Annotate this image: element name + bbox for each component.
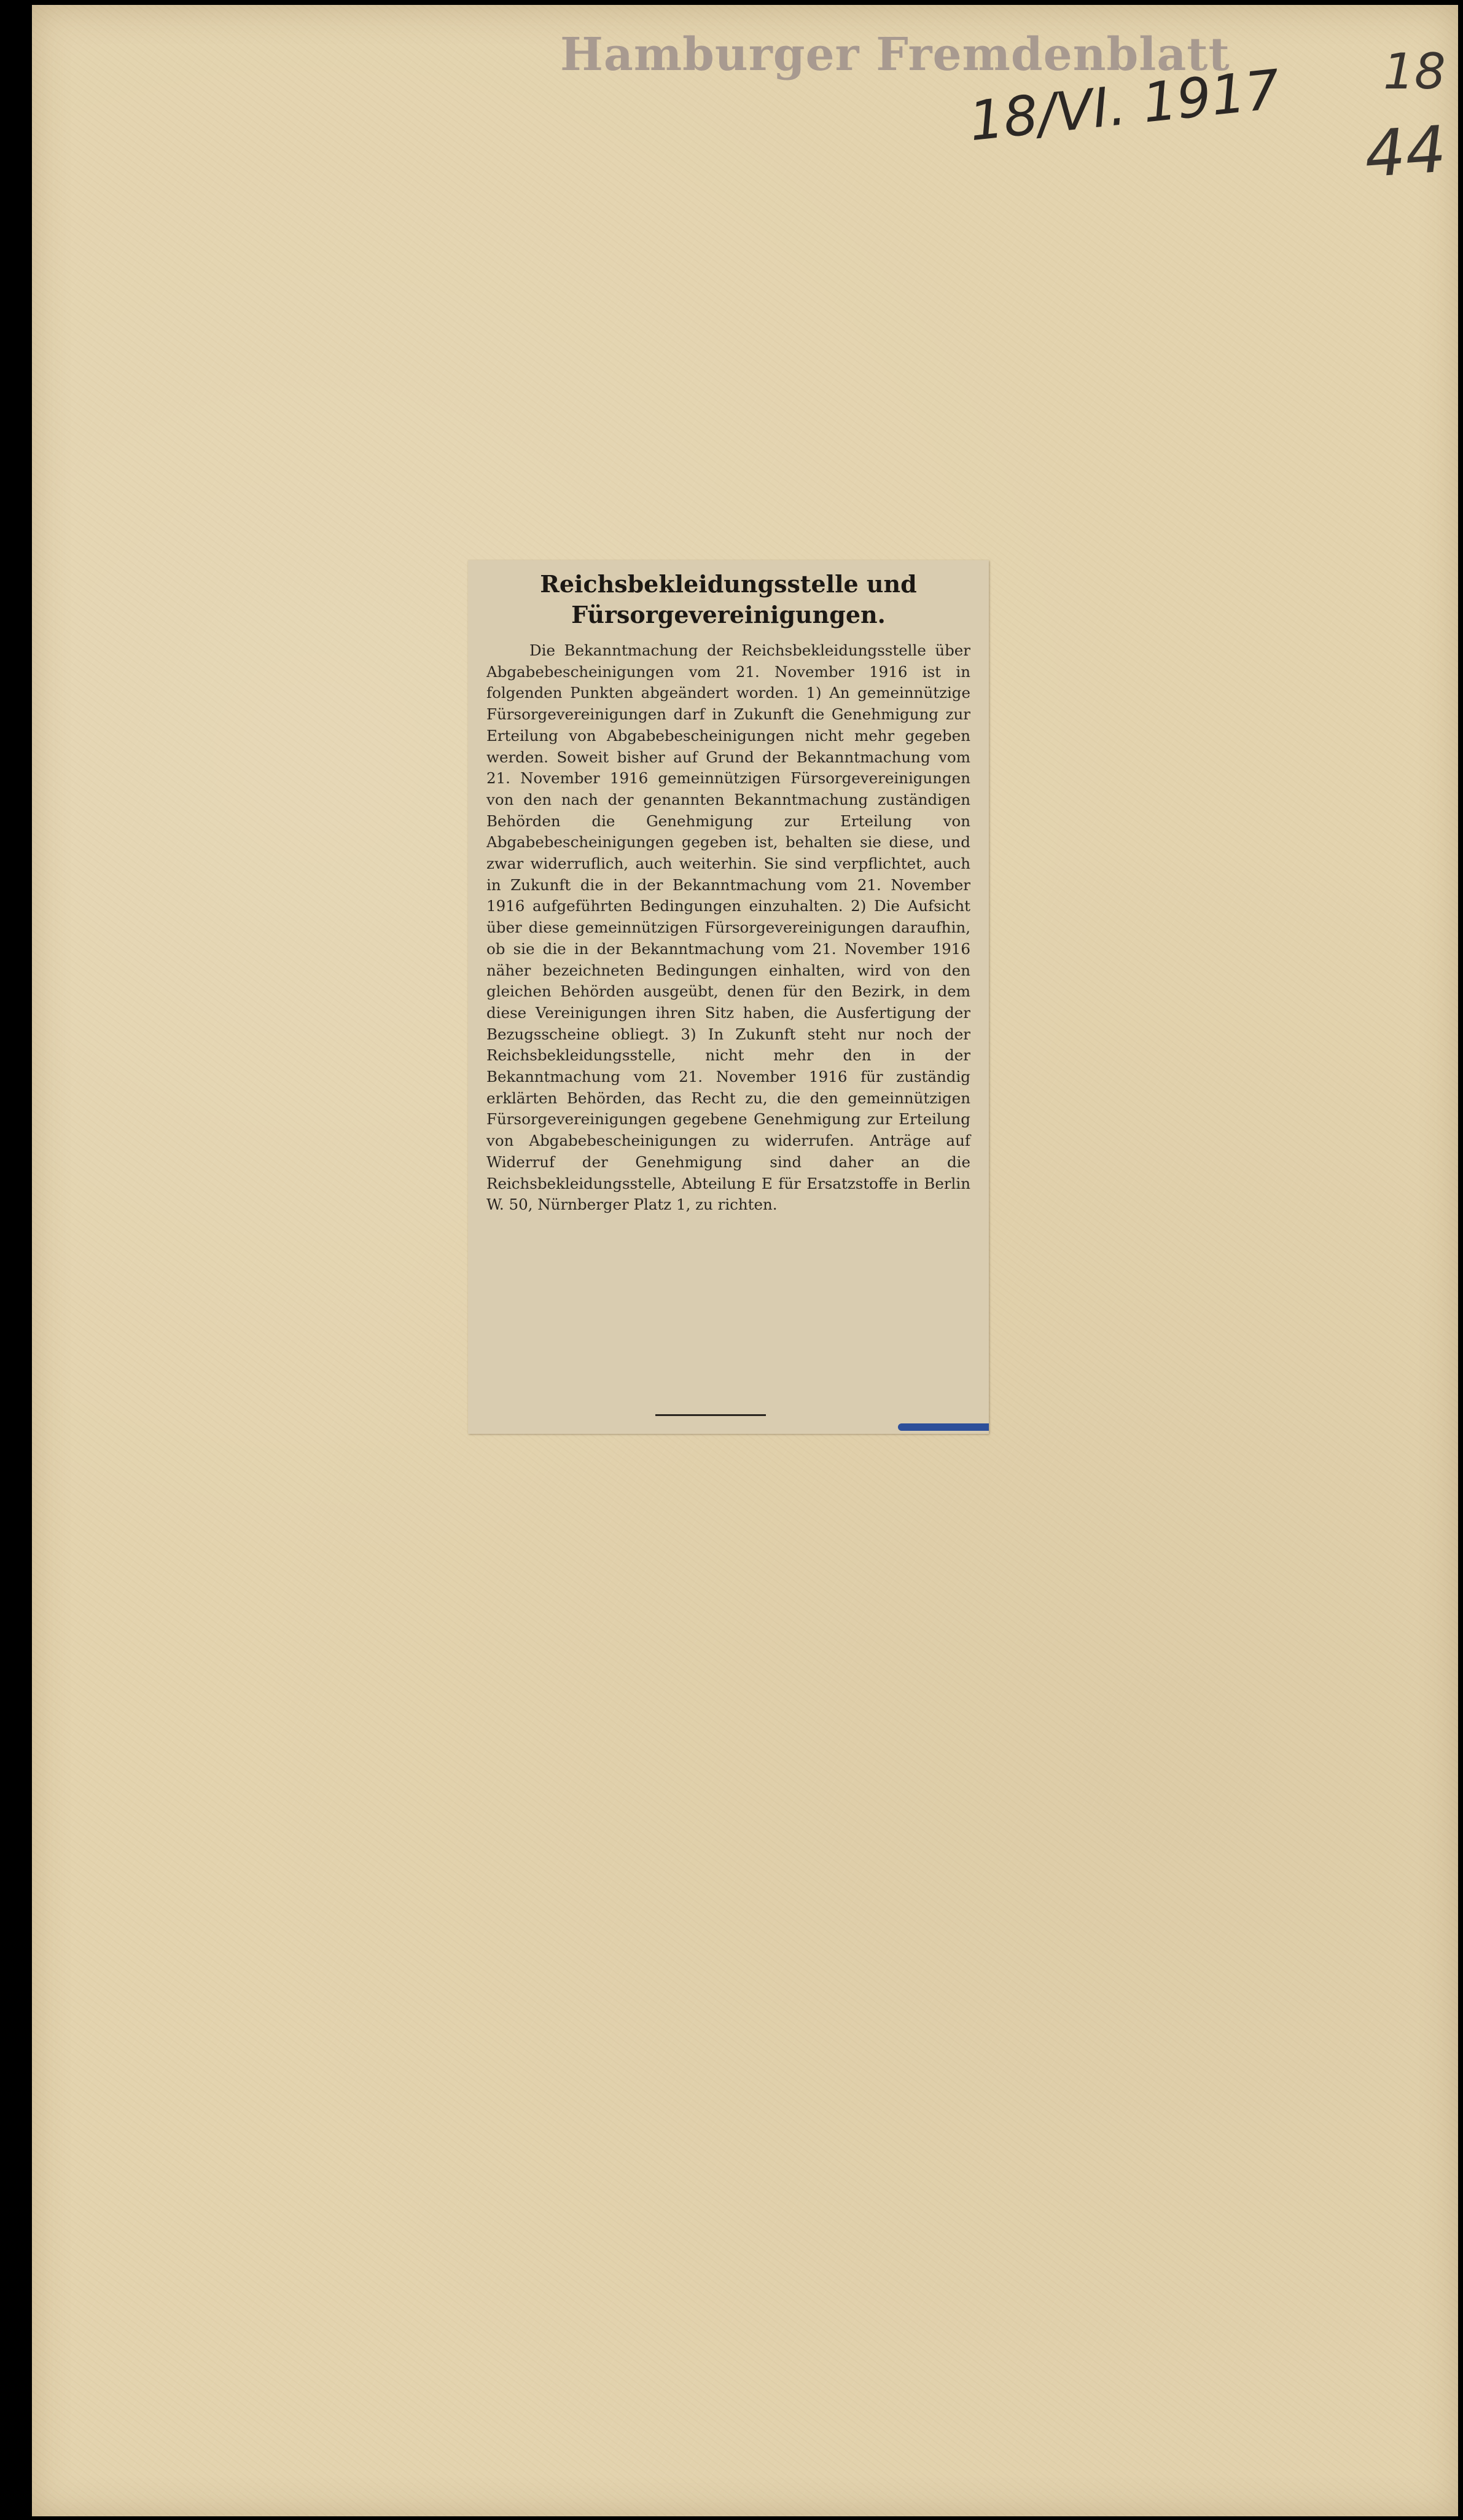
- handwritten-page-number: 18: [1383, 43, 1446, 100]
- article-end-rule: [655, 1414, 766, 1416]
- newspaper-source-stamp: Hamburger Fremdenblatt: [560, 28, 1230, 81]
- handwritten-folio-number: 44: [1362, 111, 1449, 192]
- clipping-body-text: Die Bekanntmachung der Reichsbekleidungsstelle über Abgabebescheinigungen vom 21. November 1916 ist in folgenden Punkten abgeändert worden. 1) An gemeinnützige Fürsorgevereinigungen darf in Zukunft die Genehmigung zur Erteilung von Abgabebescheinigungen nicht mehr gegeben werden. Soweit bisher auf Grund der Bekanntmachung vom 21. November 1916 gemeinnützigen Fürsorgevereinigungen von den nach der genannten Bekanntmachung zuständigen Behörden die Genehmigung zur Erteilung von Abgabebescheinigungen gegeben ist, behalten sie diese, und zwar widerruflich, auch weiterhin. Sie sind verpflichtet, auch in Zukunft die in der Bekanntmachung vom 21. November 1916 aufgeführten Bedingungen einzuhalten. 2) Die Aufsicht über diese gemeinnützigen Fürsorgevereinigungen daraufhin, ob sie die in der Bekanntmachung vom 21. November 1916 näher bezeichneten Bedingungen einhalten, wird von den gleichen Behörden ausgeübt, denen für den Bezirk, in dem diese Vereinigungen ihren Sitz haben, die Ausfertigung der Bezugsscheine obliegt. 3) In Zukunft steht nur noch der Reichsbekleidungsstelle, nicht mehr den in der Bekanntmachung vom 21. November 1916 für zuständig erklärten Behörden, das Recht zu, die den gemeinnützigen Fürsorgevereinigungen gegebene Genehmigung zur Erteilung von Abgabebescheinigungen zu widerrufen. Anträge auf Widerruf der Genehmigung sind daher an die Reichsbekleidungsstelle, Abteilung E für Ersatzstoffe in Berlin W. 50, Nürnberger Platz 1, zu richten.: [486, 641, 970, 1214]
- blue-pencil-mark: [898, 1423, 989, 1431]
- newspaper-clipping: [468, 560, 989, 1434]
- clipping-headline: Reichsbekleidungsstelle und Fürsorgevereinigungen.: [540, 570, 917, 628]
- handwritten-date: 18/VI. 1917: [966, 57, 1283, 154]
